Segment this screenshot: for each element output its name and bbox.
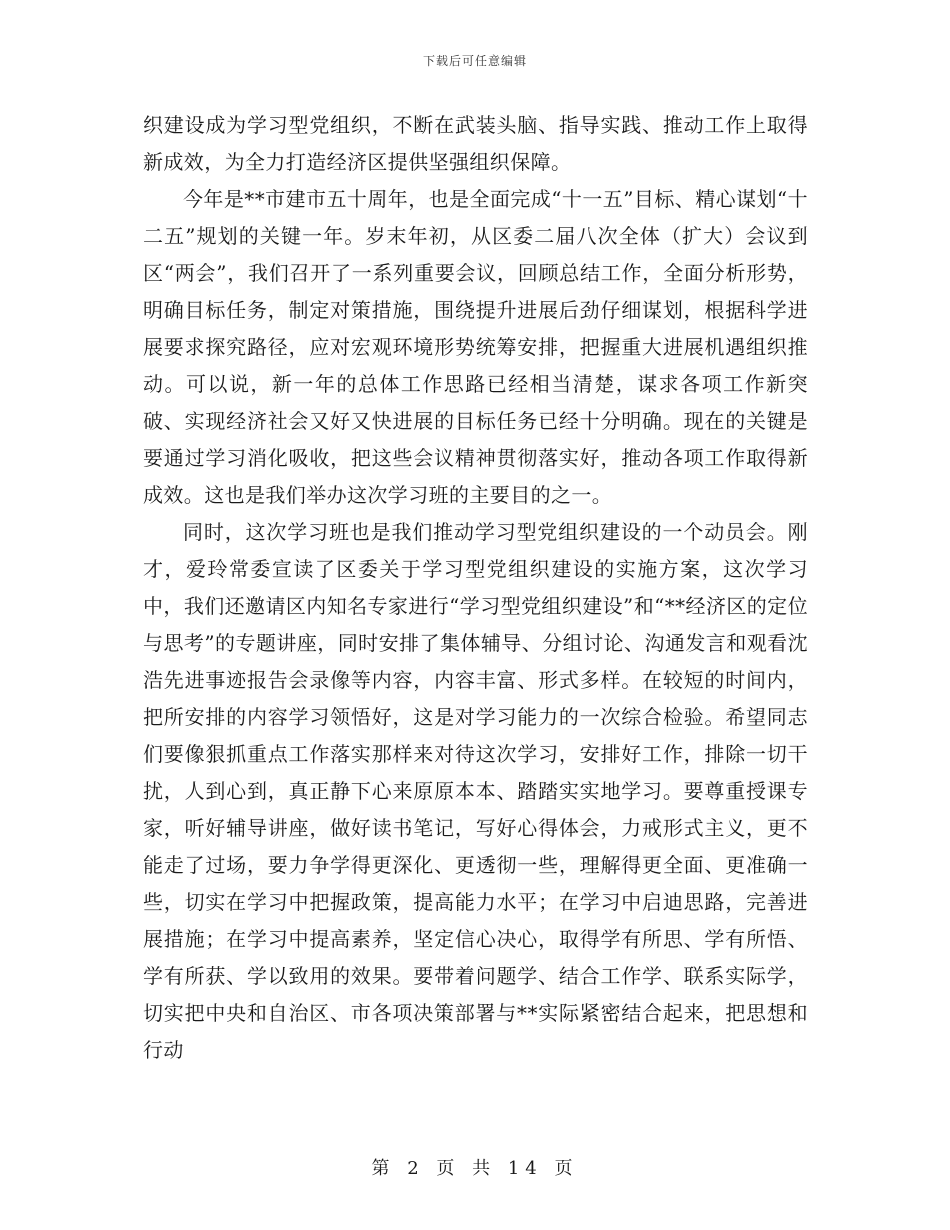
paragraph: 同时，这次学习班也是我们推动学习型党组织建设的一个动员会。刚才，爱玲常委宣读了区委关于学习型党组织建设的实施方案，这次学习中，我们还邀请区内知名专家进行“学习型党组织建设”和“**经济区的定位与思考”的专题讲座，同时安排了集体辅导、分组讨论、沟通发言和观看沈浩先进事迹报告会录像等内容，内容丰富、形式多样。在较短的时间内，把所安排的内容学习领悟好，这是对学习能力的一次综合检验。希望同志们要像狠抓重点工作落实那样来对待这次学习，安排好工作，排除一切干扰，人到心到，真正静下心来原原本本、踏踏实实地学习。要尊重授课专家，听好辅导讲座，做好读书笔记，写好心得体会，力戒形式主义，更不能走了过场，要力争学得更深化、更透彻一些，理解得更全面、更准确一些，切实在学习中把握政策，提高能力水平；在学习中启迪思路，完善进展措施；在学习中提高素养，坚定信心决心，取得学有所思、学有所悟、学有所获、学以致用的效果。要带着问题学、结合工作学、联系实际学，切实把中央和自治区、市各项决策部署与**实际紧密结合起来，把思想和行动	[143, 520, 808, 1062]
paragraph-continued: 织建设成为学习型党组织，不断在武装头脑、指导实践、推动工作上取得新成效，为全力打造经济区提供坚强组织保障。	[143, 113, 808, 174]
page-number-footer: 第 2 页 共 14 页	[371, 1158, 579, 1179]
paragraph: 今年是**市建市五十周年，也是全面完成“十一五”目标、精心谋划“十二五”规划的关键一年。岁末年初，从区委二届八次全体（扩大）会议到区“两会”，我们召开了一系列重要会议，回顾总结工作，全面分析形势，明确目标任务，制定对策措施，围绕提升进展后劲仔细谋划，根据科学进展要求探究路径，应对宏观环境形势统筹安排，把握重大进展机遇组织推动。可以说，新一年的总体工作思路已经相当清楚，谋求各项工作新突破、实现经济社会又好又快进展的目标任务已经十分明确。现在的关键是要通过学习消化吸收，把这些会议精神贯彻落实好，推动各项工作取得新成效。这也是我们举办这次学习班的主要目的之一。	[143, 187, 808, 507]
page-header: 下载后可任意编辑	[422, 54, 527, 68]
document-body	[143, 107, 808, 1069]
